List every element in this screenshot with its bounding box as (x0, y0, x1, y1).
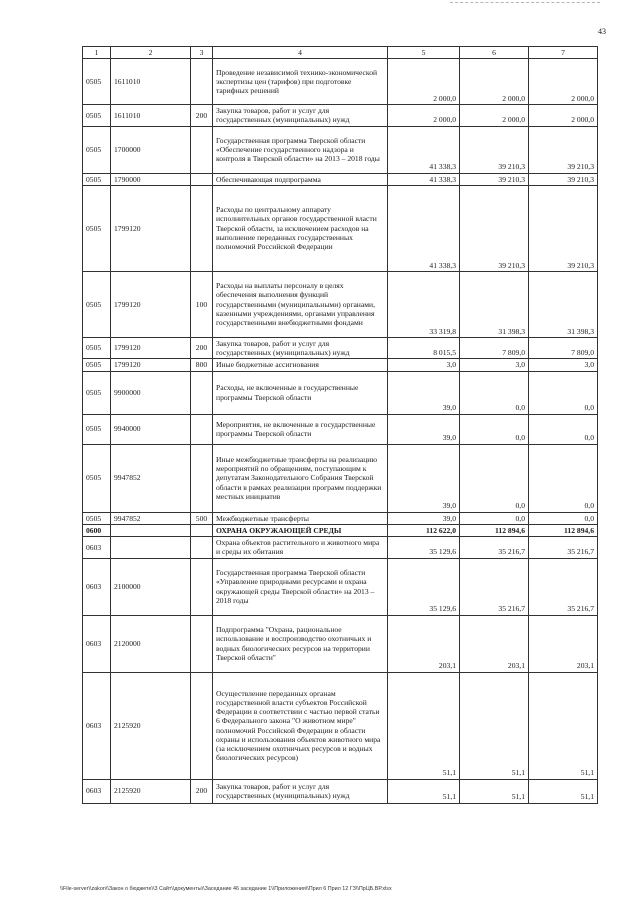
table-row (83, 126, 598, 173)
amount-col7-cell: 39 210,3 (529, 173, 598, 185)
amount-col6-cell: 51,1 (460, 779, 529, 803)
expense-type-cell (191, 414, 213, 444)
section-code-cell: 0505 (83, 359, 111, 371)
target-article-cell: 9947852 (111, 512, 191, 524)
expense-type-cell (191, 537, 213, 559)
section-code-cell: 0603 (83, 537, 111, 559)
section-code-cell: 0600 (83, 524, 111, 536)
table-row (83, 59, 598, 105)
section-code-cell: 0505 (83, 371, 111, 414)
amount-col6-cell: 39 210,3 (460, 185, 529, 271)
amount-col6-cell: 0,0 (460, 444, 529, 512)
amount-col6-cell: 35 216,7 (460, 558, 529, 615)
column-header: 7 (529, 47, 598, 59)
amount-col7-cell: 39 210,3 (529, 126, 598, 173)
section-code-cell: 0603 (83, 558, 111, 615)
item-name-cell: Закупка товаров, работ и услуг для государственных (муниципальных) нужд (213, 337, 388, 359)
expense-type-cell: 500 (191, 512, 213, 524)
amount-col5-cell: 39,0 (388, 444, 460, 512)
amount-col6-cell: 39 210,3 (460, 126, 529, 173)
item-name-cell: Подпрограмма "Охрана, рациональное использование и воспроизводство охотничьих и водных биологических ресурсов на территории Тверской области" (213, 615, 388, 672)
item-name-cell: Иные межбюджетные трансферты на реализацию мероприятий по обращениям, поступающим к депутатам Законодательного Собрания Тверской области в рамках реализации программ поддержки местных инициатив (213, 444, 388, 512)
amount-col5-cell: 41 338,3 (388, 126, 460, 173)
column-number-row (83, 47, 598, 59)
target-article-cell (111, 524, 191, 536)
target-article-cell: 1700000 (111, 126, 191, 173)
amount-col5-cell: 41 338,3 (388, 185, 460, 271)
target-article-cell: 2125920 (111, 779, 191, 803)
expense-type-cell (191, 444, 213, 512)
item-name-cell: Расходы на выплаты персоналу в целях обеспечения выполнения функций государственными (муниципальными) органами, казенными учреждениями, органами управления государственными внебюджетными фондами (213, 271, 388, 337)
target-article-cell: 2100000 (111, 558, 191, 615)
amount-col6-cell: 0,0 (460, 371, 529, 414)
amount-col5-cell: 51,1 (388, 672, 460, 779)
amount-col7-cell: 51,1 (529, 779, 598, 803)
amount-col6-cell: 31 398,3 (460, 271, 529, 337)
amount-col7-cell: 35 216,7 (529, 558, 598, 615)
table-row (83, 173, 598, 185)
amount-col6-cell: 112 894,6 (460, 524, 529, 536)
item-name-cell: Расходы, не включенные в государственные программы Тверской области (213, 371, 388, 414)
item-name-cell: Проведение независимой технико-экономической экспертизы цен (тарифов) при подготовке тарифных решений (213, 59, 388, 105)
amount-col6-cell: 7 809,0 (460, 337, 529, 359)
amount-col6-cell: 0,0 (460, 512, 529, 524)
amount-col7-cell: 31 398,3 (529, 271, 598, 337)
expense-type-cell: 100 (191, 271, 213, 337)
item-name-cell: Расходы по центральному аппарату исполнительных органов государственной власти Тверской области, за исключением расходов на выполнение переданных государственных полномочий Российской Федерации (213, 185, 388, 271)
section-code-cell: 0505 (83, 271, 111, 337)
table-row (83, 337, 598, 359)
page-number: 43 (598, 27, 606, 36)
amount-col7-cell: 51,1 (529, 672, 598, 779)
target-article-cell: 1799120 (111, 359, 191, 371)
column-header: 2 (111, 47, 191, 59)
amount-col6-cell: 0,0 (460, 414, 529, 444)
item-name-cell: Государственная программа Тверской области «Обеспечение государственного надзора и контроля в Тверской области» на 2013 – 2018 годы (213, 126, 388, 173)
amount-col5-cell: 2 000,0 (388, 105, 460, 127)
amount-col6-cell: 35 216,7 (460, 537, 529, 559)
item-name-cell: ОХРАНА ОКРУЖАЮЩЕЙ СРЕДЫ (213, 524, 388, 536)
section-code-cell: 0505 (83, 512, 111, 524)
item-name-cell: Иные бюджетные ассигнования (213, 359, 388, 371)
expense-type-cell (191, 59, 213, 105)
amount-col5-cell: 112 622,0 (388, 524, 460, 536)
section-code-cell: 0505 (83, 59, 111, 105)
table-row (83, 105, 598, 127)
item-name-cell: Закупка товаров, работ и услуг для государственных (муниципальных) нужд (213, 105, 388, 127)
amount-col6-cell: 2 000,0 (460, 105, 529, 127)
amount-col7-cell: 0,0 (529, 512, 598, 524)
table-body (83, 59, 598, 804)
item-name-cell: Мероприятия, не включенные в государственные программы Тверской области (213, 414, 388, 444)
section-code-cell: 0505 (83, 185, 111, 271)
expense-type-cell (191, 615, 213, 672)
column-header: 4 (213, 47, 388, 59)
amount-col7-cell: 0,0 (529, 371, 598, 414)
top-edge-rule (450, 2, 600, 4)
table-row (83, 537, 598, 559)
target-article-cell: 1611010 (111, 59, 191, 105)
expense-type-cell (191, 371, 213, 414)
table-row (83, 524, 598, 536)
target-article-cell: 9947852 (111, 444, 191, 512)
section-code-cell: 0505 (83, 105, 111, 127)
column-header: 1 (83, 47, 111, 59)
section-code-cell: 0603 (83, 615, 111, 672)
amount-col7-cell: 203,1 (529, 615, 598, 672)
table-row (83, 512, 598, 524)
target-article-cell: 1611010 (111, 105, 191, 127)
amount-col7-cell: 35 216,7 (529, 537, 598, 559)
amount-col7-cell: 2 000,0 (529, 105, 598, 127)
expense-type-cell (191, 173, 213, 185)
table-row (83, 615, 598, 672)
amount-col7-cell: 7 809,0 (529, 337, 598, 359)
table-row (83, 271, 598, 337)
item-name-cell: Осуществление переданных органам государственной власти субъектов Российской Федерации в соответствии с частью первой статьи 6 Федерального закона "О животном мире" полномочий Российской Федерации в области охраны и использования объектов животного мира (за исключением охотничьих ресурсов и водных биологических ресурсов) (213, 672, 388, 779)
target-article-cell: 1799120 (111, 271, 191, 337)
amount-col6-cell: 3,0 (460, 359, 529, 371)
amount-col7-cell: 39 210,3 (529, 185, 598, 271)
budget-table (82, 46, 598, 804)
amount-col5-cell: 35 129,6 (388, 558, 460, 615)
amount-col5-cell: 3,0 (388, 359, 460, 371)
amount-col5-cell: 33 319,8 (388, 271, 460, 337)
amount-col5-cell: 39,0 (388, 414, 460, 444)
section-code-cell: 0603 (83, 672, 111, 779)
expense-type-cell (191, 558, 213, 615)
file-path-footer: \\File-server\\zakon\\Закон о бюджете\\3 Сайт\\документы\\Заседание 46 заседание 1\\Приложения\\Прил 6 Прил 12 ГЗ\\ПрЦБ.ВР.xlsx (60, 886, 392, 892)
amount-col5-cell: 41 338,3 (388, 173, 460, 185)
amount-col7-cell: 0,0 (529, 444, 598, 512)
item-name-cell: Государственная программа Тверской области «Управление природными ресурсами и охрана окружающей среды Тверской области» на 2013 – 2018 годы (213, 558, 388, 615)
amount-col6-cell: 2 000,0 (460, 59, 529, 105)
section-code-cell: 0505 (83, 414, 111, 444)
amount-col6-cell: 203,1 (460, 615, 529, 672)
amount-col5-cell: 51,1 (388, 779, 460, 803)
table-row (83, 779, 598, 803)
amount-col7-cell: 3,0 (529, 359, 598, 371)
section-code-cell: 0505 (83, 337, 111, 359)
table-row (83, 672, 598, 779)
item-name-cell: Обеспечивающая подпрограмма (213, 173, 388, 185)
table-row (83, 558, 598, 615)
target-article-cell: 2120000 (111, 615, 191, 672)
expense-type-cell (191, 185, 213, 271)
item-name-cell: Закупка товаров, работ и услуг для государственных (муниципальных) нужд (213, 779, 388, 803)
target-article-cell: 1790000 (111, 173, 191, 185)
table-row (83, 444, 598, 512)
expense-type-cell: 200 (191, 337, 213, 359)
table-row (83, 185, 598, 271)
item-name-cell: Охрана объектов растительного и животного мира и среды их обитания (213, 537, 388, 559)
section-code-cell: 0505 (83, 444, 111, 512)
amount-col5-cell: 39,0 (388, 512, 460, 524)
amount-col5-cell: 203,1 (388, 615, 460, 672)
table-row (83, 414, 598, 444)
amount-col5-cell: 39,0 (388, 371, 460, 414)
target-article-cell: 1799120 (111, 185, 191, 271)
item-name-cell: Межбюджетные трансферты (213, 512, 388, 524)
amount-col7-cell: 2 000,0 (529, 59, 598, 105)
column-header: 3 (191, 47, 213, 59)
expense-type-cell (191, 524, 213, 536)
table-row (83, 359, 598, 371)
target-article-cell (111, 537, 191, 559)
expense-type-cell: 200 (191, 779, 213, 803)
section-code-cell: 0505 (83, 126, 111, 173)
expense-type-cell: 200 (191, 105, 213, 127)
target-article-cell: 2125920 (111, 672, 191, 779)
target-article-cell: 9900000 (111, 371, 191, 414)
target-article-cell: 9940000 (111, 414, 191, 444)
target-article-cell: 1799120 (111, 337, 191, 359)
amount-col7-cell: 0,0 (529, 414, 598, 444)
amount-col6-cell: 51,1 (460, 672, 529, 779)
expense-type-cell: 800 (191, 359, 213, 371)
column-header: 6 (460, 47, 529, 59)
table-row (83, 371, 598, 414)
expense-type-cell (191, 126, 213, 173)
amount-col7-cell: 112 894,6 (529, 524, 598, 536)
amount-col5-cell: 8 015,5 (388, 337, 460, 359)
section-code-cell: 0603 (83, 779, 111, 803)
column-header: 5 (388, 47, 460, 59)
section-code-cell: 0505 (83, 173, 111, 185)
expense-type-cell (191, 672, 213, 779)
amount-col5-cell: 35 129,6 (388, 537, 460, 559)
amount-col5-cell: 2 000,0 (388, 59, 460, 105)
amount-col6-cell: 39 210,3 (460, 173, 529, 185)
